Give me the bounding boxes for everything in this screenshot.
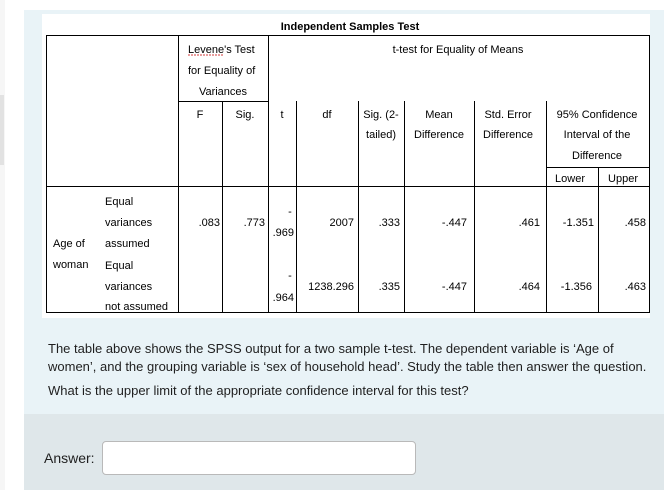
col-header-f: F <box>196 109 204 121</box>
row1-label-line2: variances <box>105 217 153 229</box>
row2-label-line1: Equal <box>105 260 134 272</box>
levene-header-line2: for Equality of <box>188 65 256 77</box>
row2-label-line3: not assumed <box>105 301 168 313</box>
col-header-ci-line2: Interval of the <box>563 129 631 141</box>
row2-lower: -1.356 <box>560 281 592 293</box>
levene-header-line3: Variances <box>198 86 248 98</box>
row1-sig: .773 <box>243 217 265 229</box>
col-header-stderr-line1: Std. Error <box>484 109 532 121</box>
question-paragraph-1: The table above shows the SPSS output for a two sample t-test. The dependent variable is ‘Age of women’, and the grouping variable is ‘sex of household head’. Study the table then answer the question. <box>48 341 647 374</box>
row1-df: 2007 <box>329 217 354 229</box>
answer-label: Answer: <box>44 450 95 466</box>
row1-mean-diff: -.447 <box>441 217 467 229</box>
row1-std-err: .461 <box>518 217 540 229</box>
col-header-sig2-line2: tailed) <box>366 129 396 141</box>
col-header-upper: Upper <box>608 173 638 185</box>
col-header-stderr-line2: Difference <box>483 129 533 141</box>
col-header-df: df <box>322 109 332 121</box>
answer-input[interactable] <box>102 441 416 475</box>
row1-label-line3: assumed <box>105 238 150 250</box>
col-header-mean-line1: Mean <box>425 109 453 121</box>
row2-std-err: .464 <box>518 281 540 293</box>
row1-t-sign: - <box>288 206 292 218</box>
row1-t-value: .969 <box>272 227 294 239</box>
col-header-ci-line1: 95% Confidence <box>556 109 638 121</box>
row1-lower: -1.351 <box>562 217 594 229</box>
row-group-label-line1: Age of <box>53 238 85 250</box>
question-paragraph-2: What is the upper limit of the appropriate confidence interval for this test? <box>48 383 469 398</box>
col-header-t: t <box>280 109 284 121</box>
row1-sig2: .333 <box>378 217 400 229</box>
table-title: Independent Samples Test <box>280 21 420 33</box>
levene-header-line1: Levene's Test <box>188 44 255 56</box>
row2-upper: .463 <box>624 281 646 293</box>
row2-sig2: .335 <box>378 281 400 293</box>
row2-mean-diff: -.447 <box>441 281 467 293</box>
col-header-sig2-line1: Sig. (2- <box>363 109 399 121</box>
col-header-mean-line2: Difference <box>414 129 464 141</box>
row-group-label-line2: woman <box>53 259 89 271</box>
row2-df: 1238.296 <box>308 281 354 293</box>
row2-t-sign: - <box>288 270 292 282</box>
row2-label-line2: variances <box>105 281 153 293</box>
row1-label-line1: Equal <box>105 196 134 208</box>
row2-t-value: .964 <box>272 292 294 304</box>
question-text <box>48 340 660 400</box>
ttest-header: t-test for Equality of Means <box>392 44 524 56</box>
col-header-sig: Sig. <box>235 109 255 121</box>
row1-f: .083 <box>198 217 220 229</box>
col-header-ci-line3: Difference <box>572 150 622 162</box>
row1-upper: .458 <box>624 217 646 229</box>
col-header-lower: Lower <box>555 173 585 185</box>
